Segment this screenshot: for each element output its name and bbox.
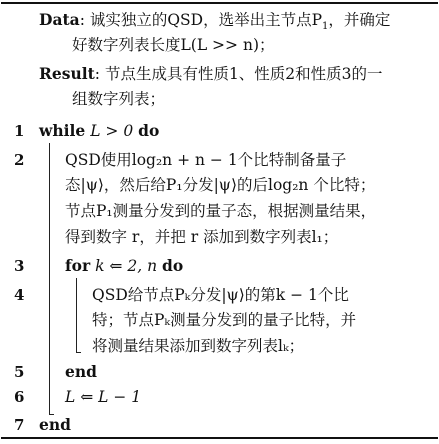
line-number-5: 5 bbox=[14, 363, 25, 381]
while-end-keyword: end bbox=[39, 415, 71, 434]
bottom-rule bbox=[1, 437, 438, 439]
line-2-text-a: QSD使用log₂n + n − 1个比特制备量子 bbox=[65, 151, 347, 169]
for-body-bar-end bbox=[76, 352, 81, 353]
top-rule bbox=[1, 2, 438, 4]
while-condition: L > 0 bbox=[85, 122, 139, 140]
line-4-text-a: QSD给节点Pₖ分发|ψ⟩的第k − 1个比 bbox=[92, 286, 349, 304]
data-text-1: : 诚实独立的QSD，选举出主节点P bbox=[79, 11, 323, 29]
for-line bbox=[65, 254, 183, 278]
for-keyword: for bbox=[65, 256, 91, 275]
line-2-text-c: 节点P₁测量分发到的量子态，根据测量结果， bbox=[65, 202, 377, 220]
line-number-2: 2 bbox=[14, 151, 25, 169]
while-body-bar bbox=[49, 143, 50, 415]
for-end-keyword: end bbox=[65, 362, 97, 381]
line-number-4: 4 bbox=[14, 286, 25, 304]
result-line-2: 组数字列表； bbox=[72, 90, 166, 108]
for-body-bar bbox=[76, 278, 77, 353]
data-label: Data bbox=[39, 10, 80, 29]
line-4-text-c: 将测量结果添加到数字列表lₖ； bbox=[92, 337, 305, 355]
line-2-text-b: 态|ψ⟩，然后给P₁分发|ψ⟩的后log₂n 个比特； bbox=[65, 176, 376, 194]
line-number-1: 1 bbox=[14, 122, 25, 140]
result-label: Result bbox=[39, 64, 95, 83]
result-line-1 bbox=[39, 62, 383, 86]
line-2-text-d: 得到数字 r，并把 r 添加到数字列表l₁； bbox=[65, 228, 339, 246]
data-text-1b: ，并确定 bbox=[328, 11, 391, 29]
while-keyword: while bbox=[39, 121, 86, 140]
line-number-7: 7 bbox=[14, 416, 25, 434]
while-do-keyword: do bbox=[138, 121, 160, 140]
result-text-1: : 节点生成具有性质1、性质2和性质3的一 bbox=[94, 65, 383, 83]
for-range: k ⇐ 2, n bbox=[90, 257, 162, 275]
line-6-text: L ⇐ L − 1 bbox=[65, 388, 142, 406]
for-do-keyword: do bbox=[161, 256, 184, 275]
line-number-3: 3 bbox=[14, 257, 25, 275]
data-subscript: 1 bbox=[322, 21, 329, 33]
data-line-2: 好数字列表长度L(L >> n)； bbox=[72, 36, 275, 54]
line-4-text-b: 特；节点Pₖ测量分发到的量子比特，并 bbox=[92, 311, 357, 329]
while-line bbox=[39, 119, 159, 143]
line-number-6: 6 bbox=[14, 388, 25, 406]
